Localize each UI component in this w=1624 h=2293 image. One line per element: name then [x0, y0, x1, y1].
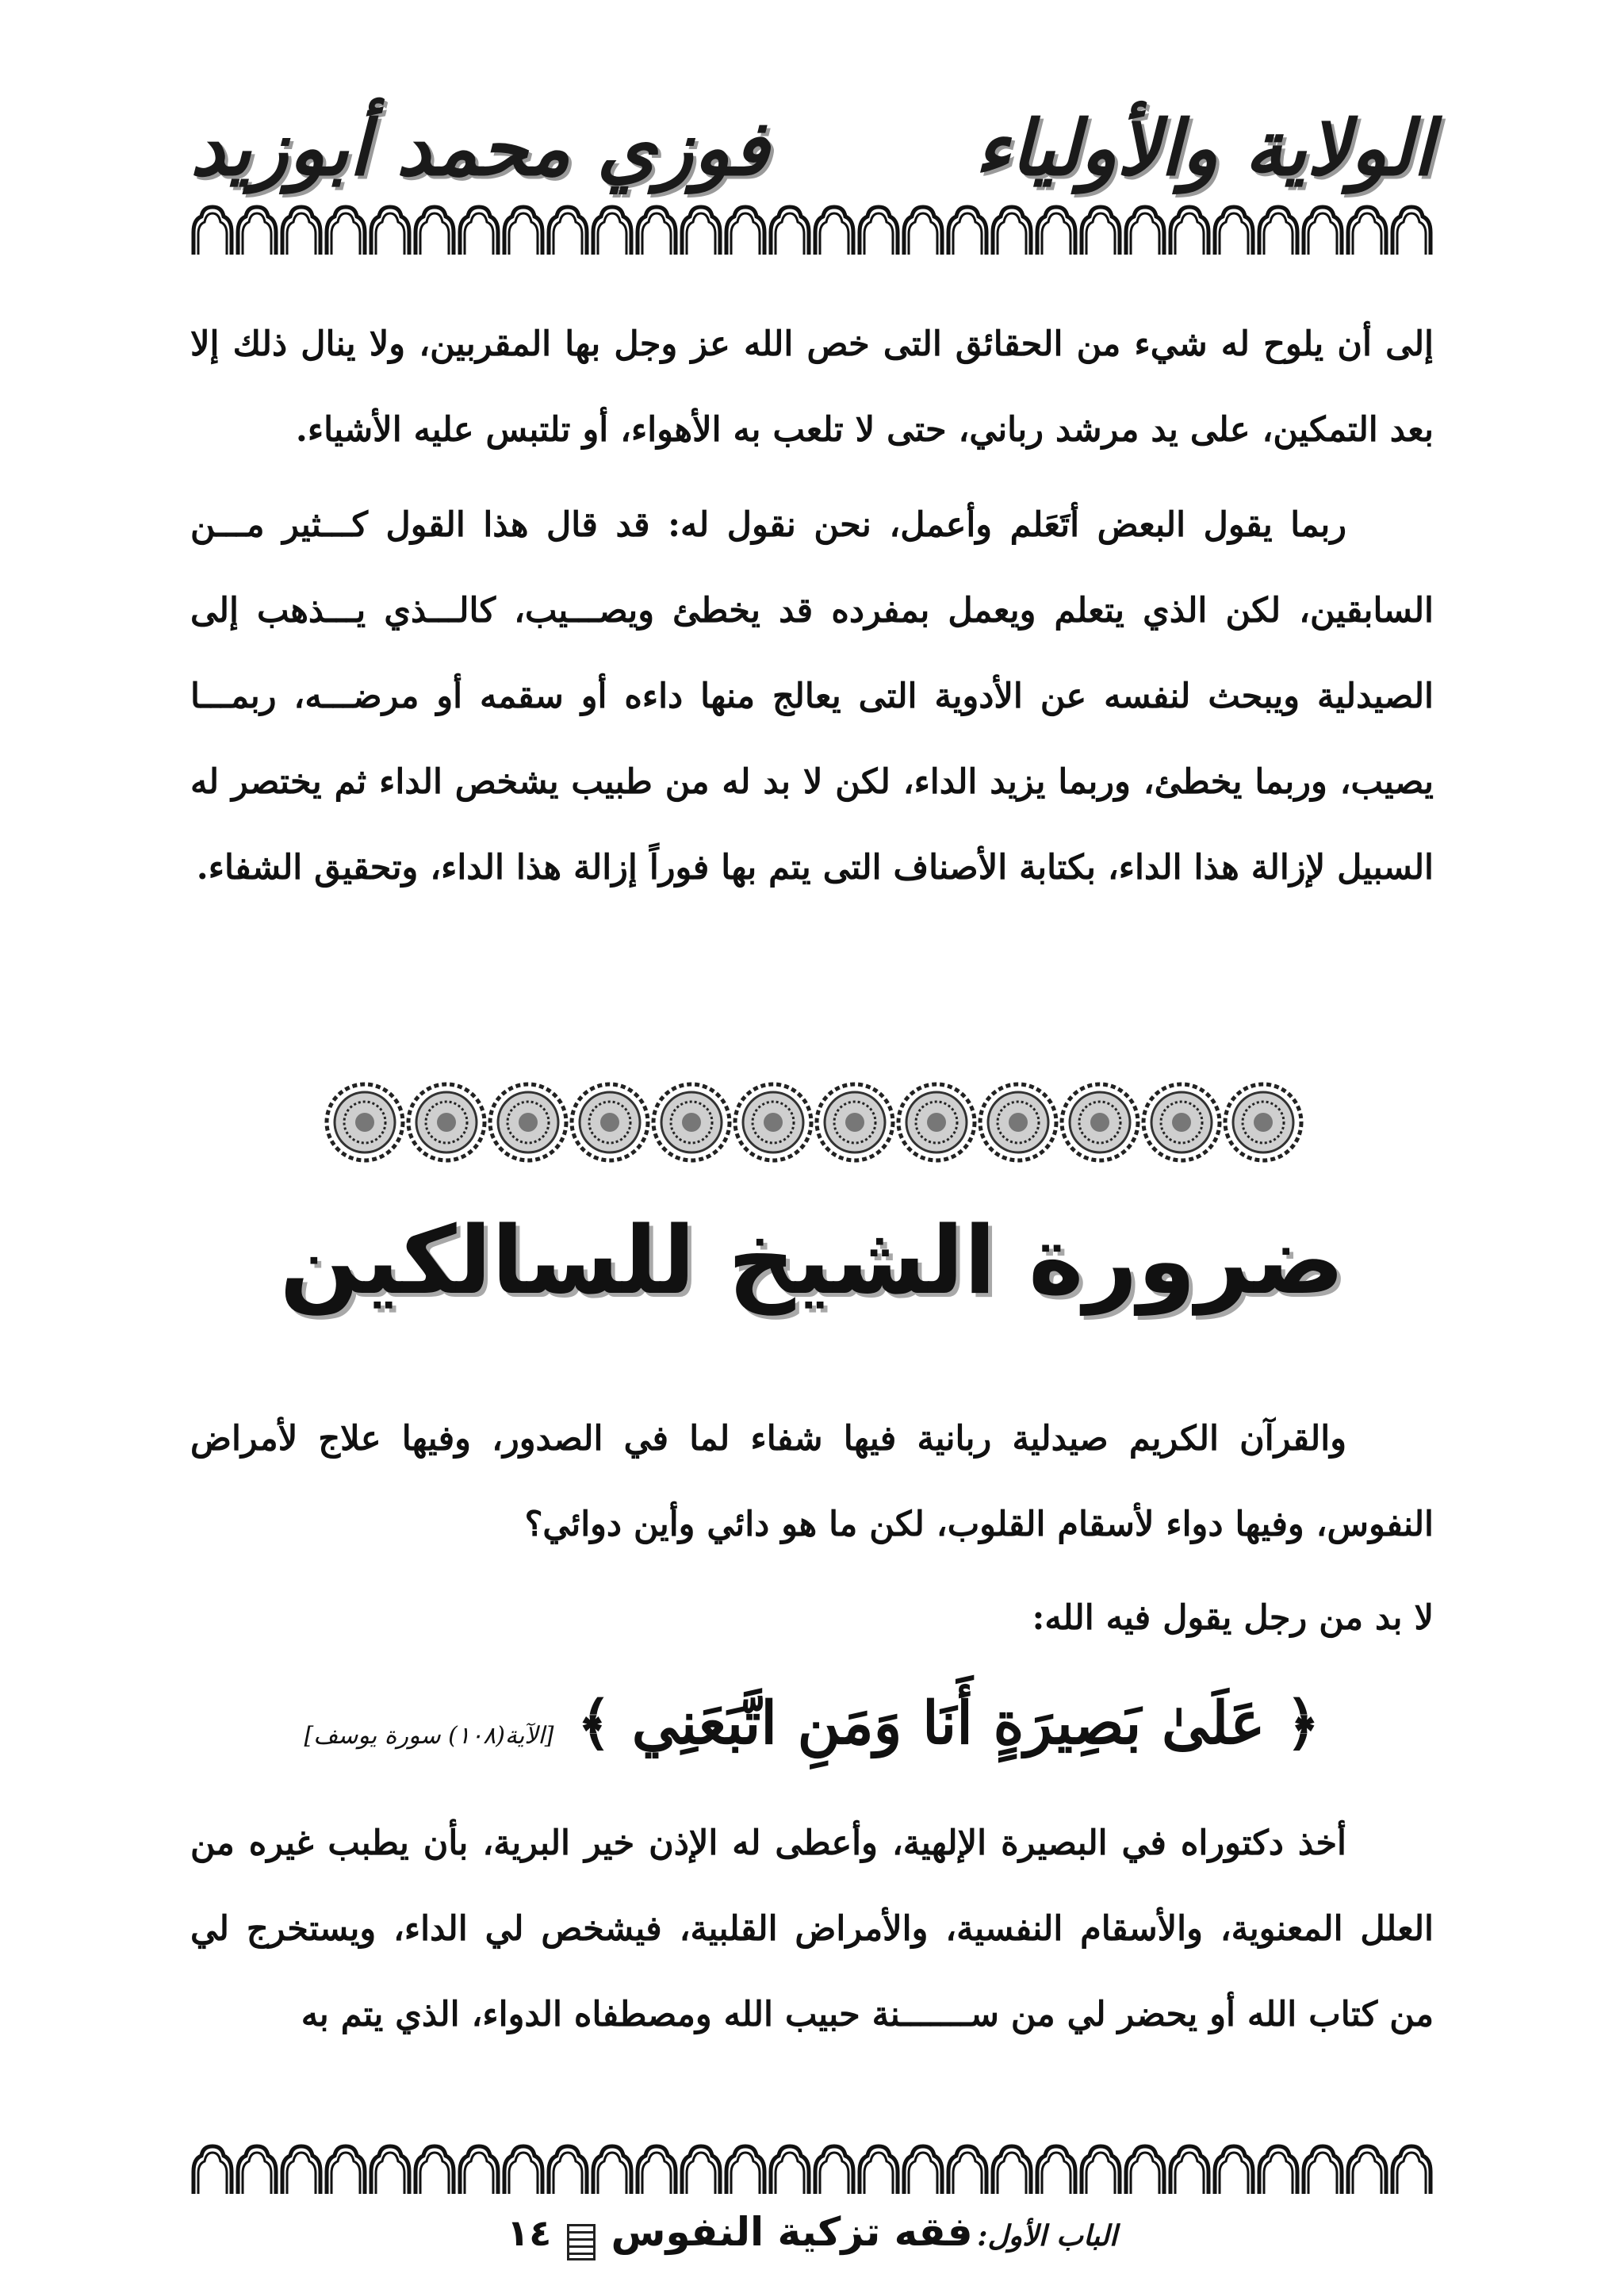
top-text [190, 301, 1434, 911]
paragraph-quran-pharmacy: والقرآن الكريم صيدلية ربانية فيها شفاء لما في الصدور، وفيها علاج لأمراض النفوس، وفيها دواء لأسقام القلوب، لكن ما هو دائي وأين دوائي؟ [190, 1419, 1434, 1544]
bottom-text [190, 1800, 1434, 2057]
verse-reference: [الآية(١٠٨) سورة يوسف] [304, 1722, 554, 1750]
page-footer [0, 2209, 1624, 2260]
paragraph-pharmacy-analogy: ربما يقول البعض أتَعَلم وأعمل، نحن نقول له: قد قال هذا القول كـــثير مـــن السابقين، لكن الذي يتعلم ويعمل بمفرده قد يخطئ ويصـــيب، كالـــذي يـــذهب إلى الصيدلية ويبحث لنفسه عن الأدوية التى يعالج منها داءه أو سقمه أو مرضـــه، ربمـــا يصيب، وربما يخطئ، وربما يزيد الداء، لكن لا بد له من طبيب يشخص الداء ثم يختصر له السبيل لإزالة هذا الداء، بكتابة الأصناف التى يتم بها فوراً إزالة هذا الداء، وتحقيق الشفاء. [190, 505, 1434, 888]
middle-text [190, 1396, 1434, 1567]
paragraph-spiritual-doctor: أخذ دكتوراه في البصيرة الإلهية، وأعطى له الإذن خير البرية، بأن يطبب غيره من العلل المعنوية، والأسقام النفسية، والأمراض القلبية، فيشخص لي الداء، ويستخرج لي من كتاب الله أو يحضر لي من ســـــــنة حبيب الله ومصطفاه الدواء، الذي يتم به [190, 1823, 1434, 2034]
book-title: الولاية والأولياء [975, 103, 1434, 193]
page-header [190, 87, 1434, 206]
book-icon [567, 2224, 596, 2260]
author-name: فوزي محمد أبوزيد [190, 103, 769, 193]
paragraph-continuation: إلى أن يلوح له شيء من الحقائق التى خص الله عز وجل بها المقربين، ولا ينال ذلك إلا بعد التمكين، على يد مرشد رباني، حتى لا تلعب به الأهواء، أو تلتبس عليه الأشياء. [190, 324, 1434, 450]
footer-chapter: الباب الأول: [977, 2219, 1117, 2253]
medallion-ornament-row [321, 1075, 1304, 1170]
quran-verse [190, 1689, 1434, 1758]
page-number: ١٤ [507, 2211, 552, 2254]
footer-title: فقه تزكية النفوس [611, 2209, 973, 2255]
bottom-arch-border [190, 2142, 1434, 2197]
section-title: ضرورة الشيخ للسالكين [279, 1206, 1345, 1315]
top-arch-border [190, 202, 1434, 258]
verse-text: ﴿ عَلَىٰ بَصِيرَةٍ أَنَا وَمَنِ اتَّبَعَنِي ﴾ [576, 1689, 1320, 1758]
intro-line: لا بد من رجل يقول فيه الله: [1032, 1598, 1434, 1638]
